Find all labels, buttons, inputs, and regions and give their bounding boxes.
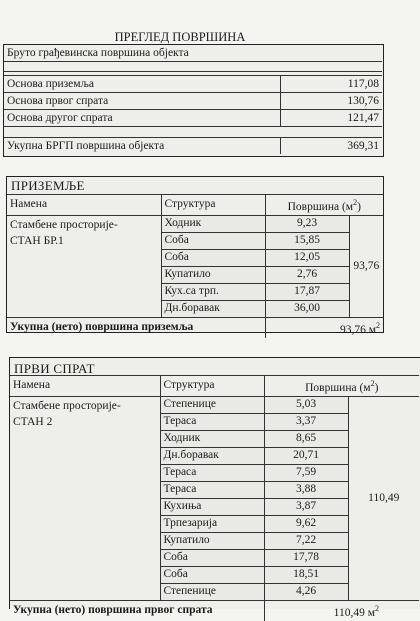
- overview-row-label: Основа првог спрата: [4, 93, 281, 110]
- ground-room-name: Соба: [161, 249, 265, 266]
- ground-room-area: 9,23: [265, 215, 349, 232]
- overview-spacer: [4, 127, 382, 138]
- overview-table: [4, 45, 382, 72]
- overview-values: [4, 75, 382, 154]
- overview-row-value: 121,47: [281, 110, 383, 127]
- first-floor-table: [10, 375, 419, 621]
- ground-col-area: Површина $(м^2)$: [265, 195, 383, 216]
- first-total-row: [10, 600, 419, 620]
- overview-row: [4, 93, 382, 110]
- ground-room-name: Дн.боравак: [161, 300, 265, 317]
- ground-room-name: Купатило: [161, 266, 265, 283]
- ground-room-area: 36,00: [265, 300, 349, 317]
- first-room-area: 7,22: [264, 532, 348, 549]
- first-header-row: [10, 376, 419, 397]
- ground-room-name: Кух.са трп.: [161, 283, 265, 300]
- first-room-name: Степенице: [160, 583, 264, 600]
- ground-room-name: Соба: [161, 232, 265, 249]
- overview-subtitle: Бруто грађевинска површина објекта: [4, 45, 382, 62]
- ground-floor-title: ПРИЗЕМЉЕ: [11, 178, 85, 193]
- first-room-name: Степенице: [160, 396, 264, 413]
- ground-room-name: Ходник: [161, 215, 265, 232]
- first-purpose-line1: Стамбене просторије-: [13, 399, 121, 412]
- ground-room-area: 2,76: [265, 266, 349, 283]
- ground-purpose-line1: Стамбене просторије-: [10, 218, 118, 231]
- ground-floor-panel: [6, 176, 384, 336]
- first-room-name: Соба: [160, 549, 264, 566]
- first-col-name: Намена: [10, 376, 160, 397]
- overview-total-value: 369,31: [281, 138, 383, 155]
- first-room-area: 9,62: [264, 515, 348, 532]
- first-room-area: 5,03: [264, 396, 348, 413]
- first-col-area: Површина $(м^2)$: [264, 376, 419, 397]
- overview-row-value: 117,08: [281, 76, 383, 93]
- table-row: [7, 215, 383, 232]
- first-room-area: 3,87: [264, 498, 348, 515]
- first-room-name: Тераса: [160, 481, 264, 498]
- overview-title: ПРЕГЛЕД ПОВРШИНА: [114, 30, 246, 44]
- first-room-area: 4,26: [264, 583, 348, 600]
- ground-purpose-line2: СТАН БР.1: [10, 234, 64, 247]
- overview-row-value: 130,76: [281, 93, 383, 110]
- table-row: [10, 396, 419, 413]
- ground-total-value: 93,76 $м^2$: [265, 317, 383, 337]
- first-room-area: 3,88: [264, 481, 348, 498]
- first-room-name: Дн.боравак: [160, 447, 264, 464]
- ground-floor-table: [7, 194, 383, 338]
- first-room-name: Трпезарија: [160, 515, 264, 532]
- ground-room-area: 15,85: [265, 232, 349, 249]
- first-room-area: 8,65: [264, 430, 348, 447]
- first-subtotal: 110,49: [348, 396, 419, 600]
- first-room-area: 18,51: [264, 566, 348, 583]
- first-floor-title: ПРВИ СПРАТ: [14, 361, 95, 376]
- first-room-name: Тераса: [160, 464, 264, 481]
- overview-row-label: Основа другог спрата: [4, 110, 281, 127]
- overview-row: [4, 76, 382, 93]
- first-room-area: 7,59: [264, 464, 348, 481]
- ground-total-row: [7, 317, 383, 337]
- ground-header-row: [7, 195, 383, 216]
- ground-col-name: Намена: [7, 195, 161, 216]
- first-floor-panel: [9, 357, 420, 619]
- first-total-label: Укупна (нето) површина првог спрата: [10, 600, 264, 620]
- first-purpose: [10, 396, 160, 600]
- first-col-structure: Структура: [160, 376, 264, 397]
- overview-row-label: Основа приземља: [4, 76, 281, 93]
- first-purpose-line2: СТАН 2: [13, 415, 53, 428]
- ground-total-label: Укупна (нето) површина приземља: [7, 317, 265, 337]
- overview-total-row: [4, 138, 382, 155]
- first-room-area: 3,37: [264, 413, 348, 430]
- ground-subtotal: 93,76: [349, 215, 383, 317]
- overview-panel: [3, 44, 384, 157]
- first-total-value: 110,49 $м^2$: [264, 600, 419, 620]
- first-room-name: Ходник: [160, 430, 264, 447]
- overview-spacer: [4, 62, 382, 72]
- ground-col-structure: Структура: [161, 195, 265, 216]
- first-room-area: 20,71: [264, 447, 348, 464]
- first-room-area: 17,78: [264, 549, 348, 566]
- overview-total-label: Укупна БРГП површина објекта: [4, 138, 281, 155]
- ground-purpose: [7, 215, 161, 317]
- first-room-name: Кухиња: [160, 498, 264, 515]
- first-room-name: Тераса: [160, 413, 264, 430]
- first-room-name: Купатило: [160, 532, 264, 549]
- ground-room-area: 12,05: [265, 249, 349, 266]
- ground-room-area: 17,87: [265, 283, 349, 300]
- overview-row: [4, 110, 382, 127]
- first-room-name: Соба: [160, 566, 264, 583]
